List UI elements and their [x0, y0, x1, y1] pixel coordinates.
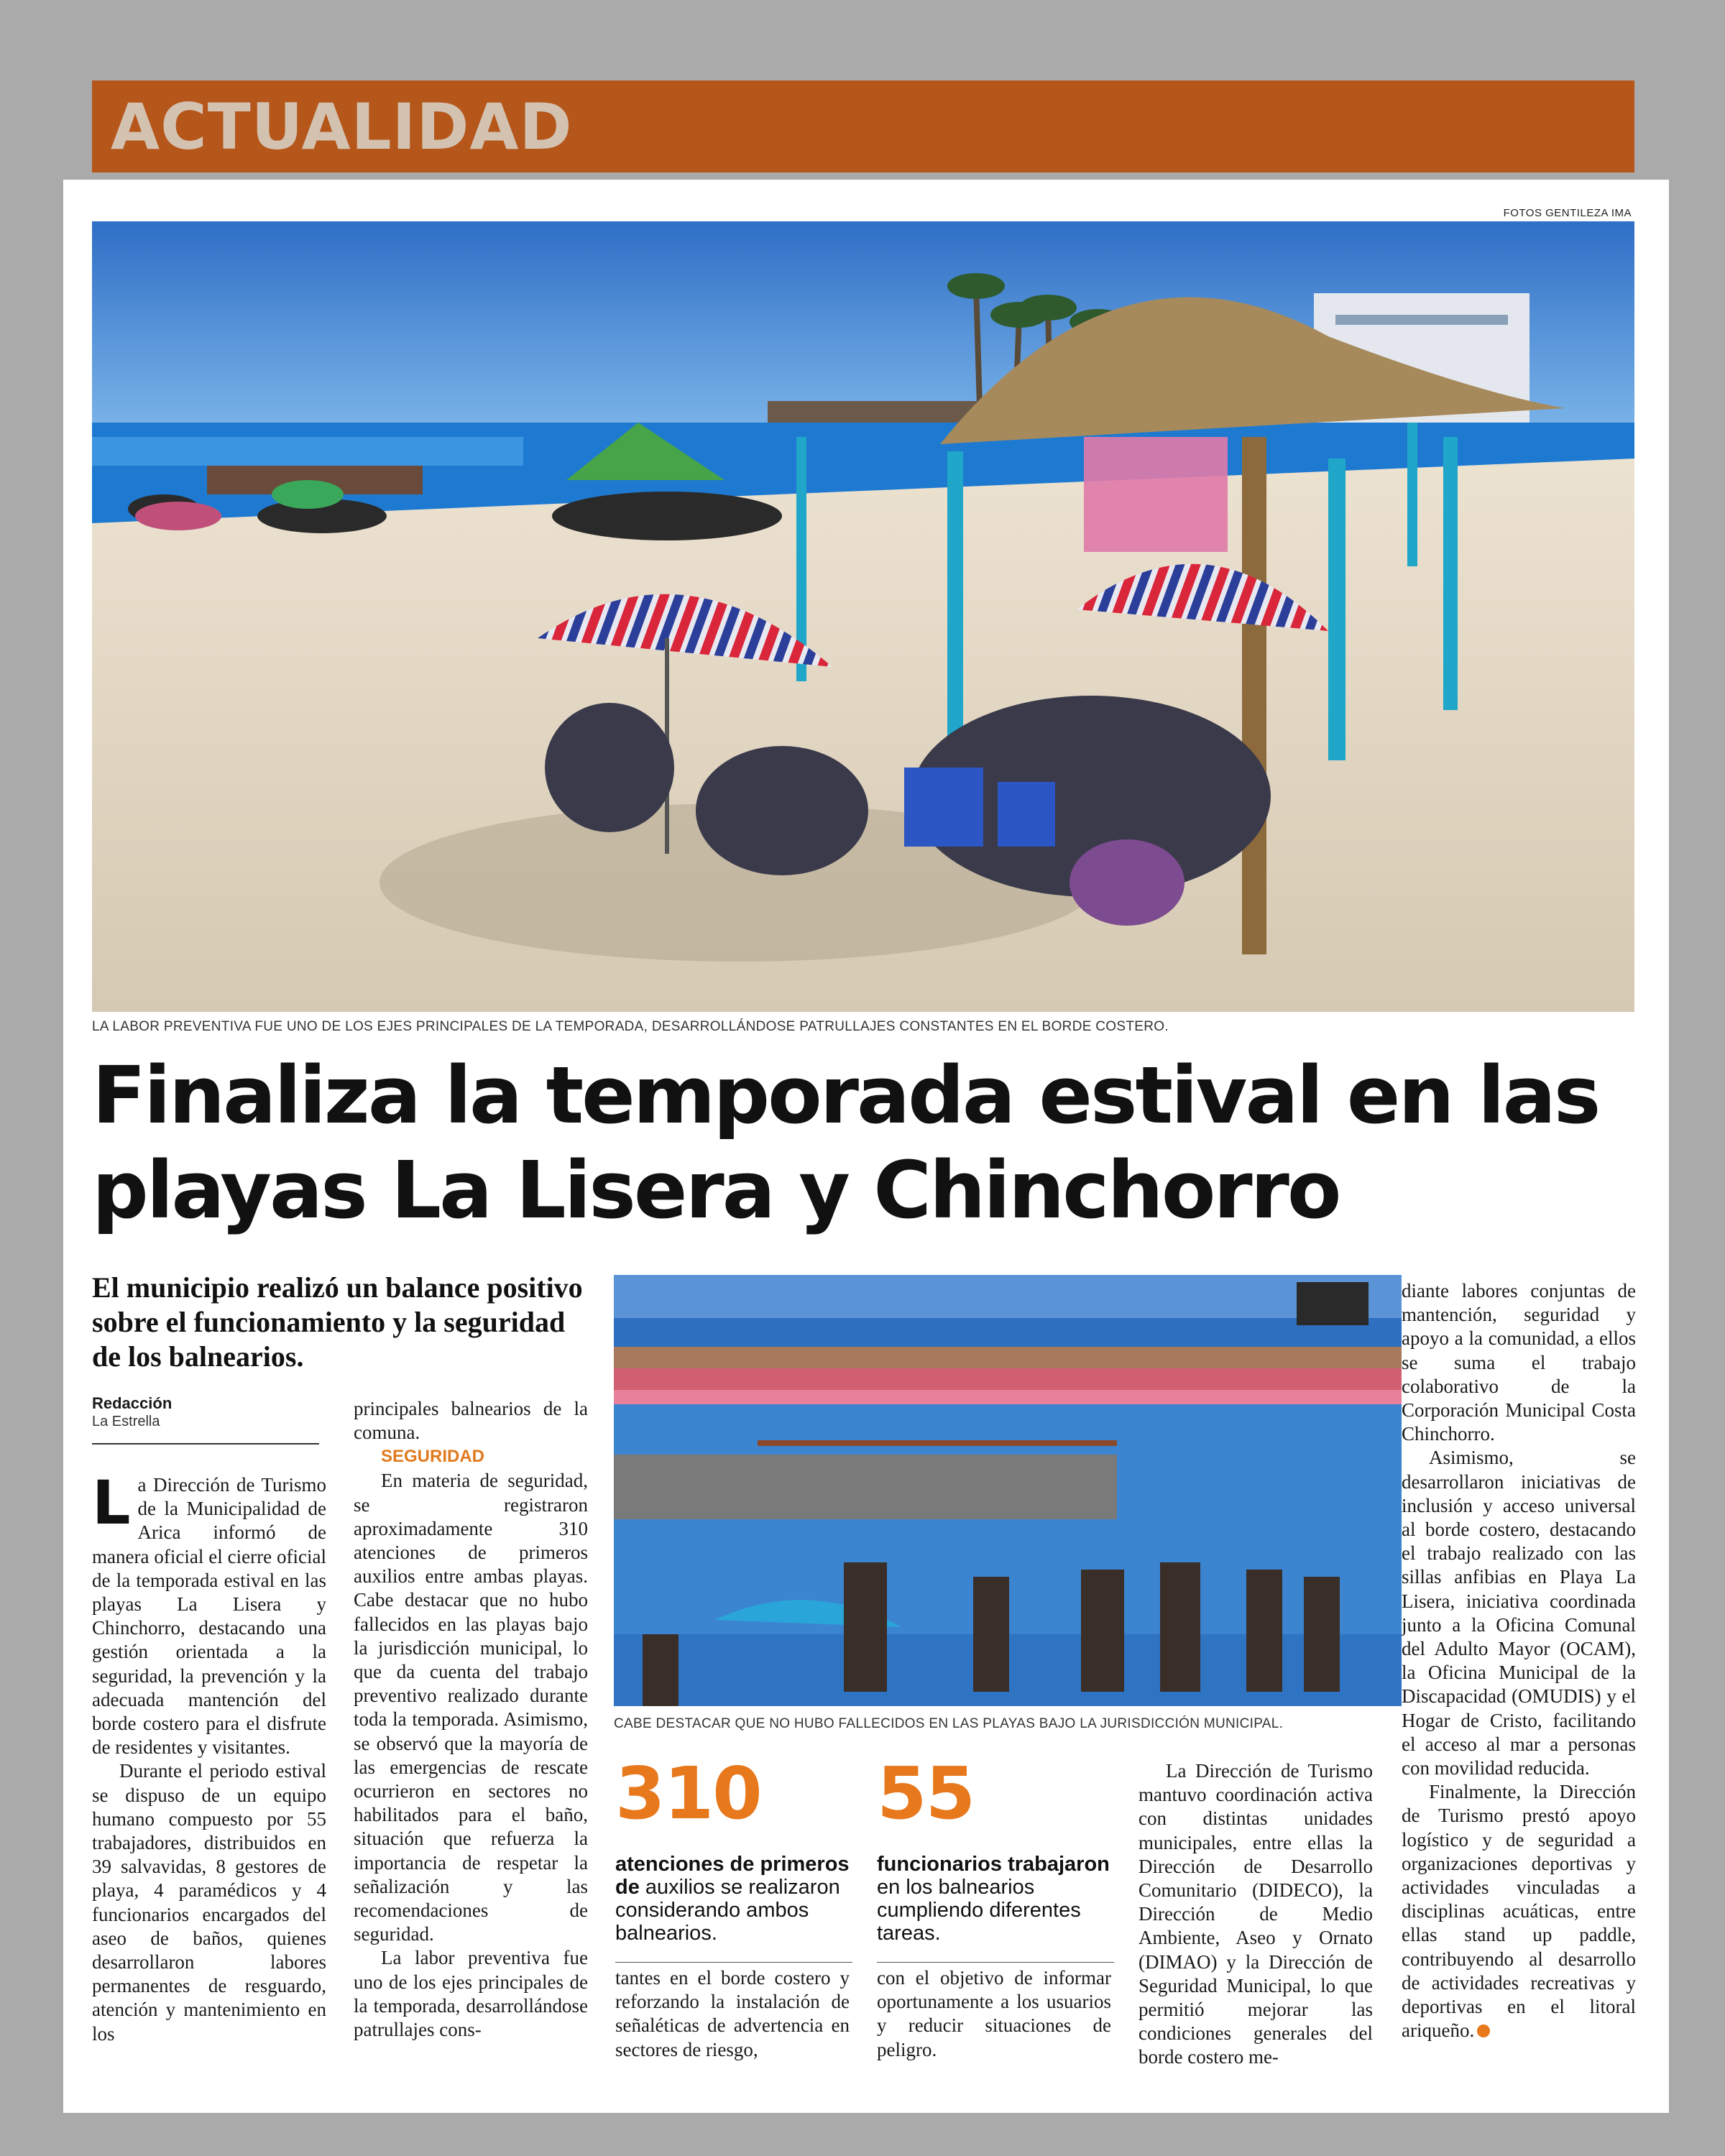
main-photo [92, 221, 1634, 1012]
main-photo-caption: LA LABOR PREVENTIVA FUE UNO DE LOS EJES PRINCIPALES DE LA TEMPORADA, DESARROLLÁNDOSE PATRULLAJES CONSTANTES EN EL BORDE COSTERO. [92, 1019, 1169, 1034]
stat-description-staff: funcionarios trabajaron en los balnearios cumpliendo diferentes tareas. [877, 1853, 1114, 1963]
subhead: El municipio realizó un balance positivo sobre el funcionamiento y la seguridad de los balnearios. [92, 1271, 583, 1373]
paragraph: a Dirección de Turismo de la Municipalidad de Arica informó de manera oficial el cierre oficial de la temporada estival en las playas La Lisera y Chinchorro, destacando una gestión orientada a la seguridad, la prevención y la adecuada mantención del borde costero para el disfrute de residentes y visitantes. [92, 1474, 326, 1759]
headline: Finaliza la temporada estival en las playas La Lisera y Chinchorro [92, 1049, 1599, 1236]
end-mark-icon [1477, 2024, 1490, 2037]
paragraph: principales balnearios de la comuna. [354, 1398, 588, 1444]
paragraph: tantes en el borde costero y reforzando la instalación de señaléticas de advertencia en sectores de riesgo, [615, 1967, 850, 2060]
body-column-1 [92, 1473, 326, 2084]
paragraph: Finalmente, la Dirección de Turismo prestó apoyo logístico y de seguridad a organizaciones deportivas y actividades vinculadas a disciplinas acuáticas, entre ellas stand up paddle, contribuyendo al desarrollo de actividades recreativas y deportivas en el litoral ariqueño. [1402, 1781, 1636, 2042]
section-header [92, 80, 1634, 172]
section-subheading: SEGURIDAD [381, 1447, 485, 1467]
drop-cap: L [92, 1473, 131, 1538]
paragraph: En materia de seguridad, se registraron aproximadamente 310 atenciones de primeros auxilios entre ambas playas. Cabe destacar que no hubo fallecidos en las playas bajo la jurisdicción municipal, lo que da cuenta del trabajo preventivo realizado durante toda la temporada. Asimismo, se observó que la mayoría de las emergencias de rescate ocurrieron en sectores no habilitados para el baño, situación que refuerza la importancia de respetar la señalización y las recomendaciones de seguridad. [354, 1470, 588, 1945]
photo-credit: FOTOS GENTILEZA IMA [1503, 207, 1632, 219]
byline-outlet: La Estrella [92, 1414, 160, 1429]
byline [92, 1394, 319, 1445]
body-column-2 [354, 1397, 588, 2084]
stat-description-attentions: atenciones de primeros de auxilios se realizaron considerando ambos balnearios. [615, 1853, 852, 1963]
paragraph: Durante el periodo estival se dispuso de un equipo humano compuesto por 55 trabajadores, distribuidos en 39 salvavidas, 8 gestores de playa, 4 paramédicos y 4 funcionarios encargados del aseo de baños, quienes desarrollaron labores permanentes de resguardo, atención y mantenimiento en los [92, 1760, 326, 2045]
second-photo-caption: CABE DESTACAR QUE NO HUBO FALLECIDOS EN LAS PLAYAS BAJO LA JURISDICCIÓN MUNICIPAL. [614, 1716, 1284, 1731]
paragraph: Asimismo, se desarrollaron iniciativas de inclusión y acceso universal al borde costero, destacando el trabajo realizado con las sillas anfibias en Playa La Lisera, iniciativa coordinada junto a la Oficina Comunal del Adulto Mayor (OCAM), la Oficina Municipal de la Discapacidad (OMUDIS) y el Hogar de Cristo, facilitando el acceso al mar a personas con movilidad reducida. [1402, 1447, 1636, 1779]
section-title: ACTUALIDAD [111, 89, 573, 164]
stat-number-staff: 55 [877, 1751, 975, 1835]
paragraph: diante labores conjuntas de mantención, seguridad y apoyo a la comunidad, a ellos se suma el trabajo colaborativo de la Corporación Municipal Costa Chinchorro. [1402, 1280, 1636, 1445]
body-column-4 [877, 1966, 1111, 2064]
body-column-6 [1402, 1279, 1636, 2077]
paragraph: La labor preventiva fue uno de los ejes principales de la temporada, desarrollándose patrullajes cons- [354, 1947, 588, 2041]
body-column-3 [615, 1966, 850, 2064]
paragraph: La Dirección de Turismo mantuvo coordinación activa con distintas unidades municipales, entre ellas la Dirección de Desarrollo Comunitario (DIDECO), la Dirección de Medio Ambiente, Aseo y Ornato (DIMAO) y la Dirección de Seguridad Municipal, lo que permitió mejorar las condiciones generales del borde costero me- [1138, 1760, 1373, 2068]
second-photo [614, 1275, 1402, 1706]
newspaper-page [63, 180, 1669, 2113]
stat-number-attentions: 310 [615, 1751, 761, 1835]
body-column-5 [1138, 1759, 1373, 2073]
paragraph: con el objetivo de informar oportunamente a los usuarios y reducir situaciones de peligro. [877, 1967, 1111, 2060]
byline-author: Redacción [92, 1394, 172, 1412]
